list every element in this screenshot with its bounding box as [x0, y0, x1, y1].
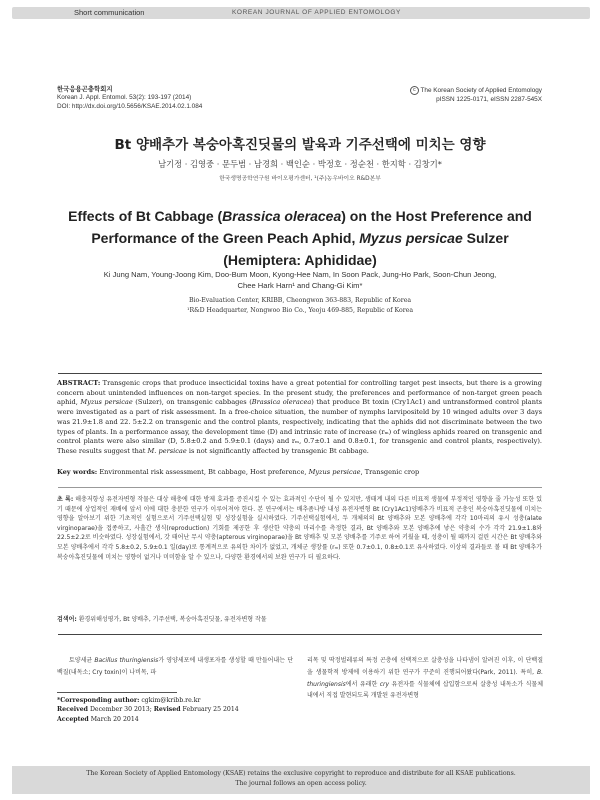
korean-keywords: [57, 615, 542, 624]
keywords: [57, 468, 542, 477]
species-name: Bacillus thuringiensis: [94, 657, 159, 664]
title-text: (Hemiptera: Aphididae): [223, 252, 377, 268]
copyright-icon: c: [410, 86, 419, 95]
corresponding-email[interactable]: cgkim@kribb.re.kr: [139, 697, 201, 704]
english-affiliation: [40, 296, 560, 316]
korean-abstract: [57, 495, 542, 562]
footer-line: The Korean Society of Applied Entomology (KSAE) retains the exclusive copyright to reproduce and distribute for all KSAE publications.: [86, 770, 516, 777]
copyright-block: [360, 86, 542, 104]
korean-authors: [40, 158, 560, 170]
section-label: Short communication: [74, 8, 145, 17]
korean-affiliation: 한국생명공학연구원 바이오평가센터, ¹(주)농우바이오 R&D본부: [219, 176, 381, 182]
issn: pISSN 1225-0171, eISSN 2287-545X: [436, 95, 542, 103]
korean-abstract-text: 해충저항성 유전자변형 작물은 대상 해충에 대한 방제 효과를 증진시킬 수 있는 효과적인 수단이 될 수 있지만, 생태계 내의 다른 비표적 생물에 부정적인 영향을 줄 가능성 또한 있기 때문에 상업적인 재배에 앞서 이에 대한 충분한 연구가 이루어져야 한다. 본 연구에서는 배추좀나방 내성 유전자변형 Bt (Cry1Ac1)양배추가 비표적 곤충인 복숭아혹진딧물에 미치는 영향을 알아보기 위한 기초적인 실험으로서 기주선택실험 및 성장실험을 실시하였다. 기주선택실험에서, 두 개체의의 Bt 양배추와 모본 양배추에 각각 10마리의 유시 성충(alate virginoparae)을 접종하고, 사흘간 생식(reproduction) 기회를 제공한 후 생산한 약충의 마리수를 측정한 결과, Bt 양배추와 모본 양배추에 낳은 약충의 수가 각각 21.9±1.8와 22.5±2.2로 비슷하였다. 성장실험에서, 갓 태어난 무시 약충(apterous virginoparae)을 Bt 양배추 및 모본 양배추를 기주로 하여 키웠을 때, 성충이 될 때까지 걸린 시간은 Bt 양배추와 모본 양배추에서 각각 5.8±0.2, 5.9±0.1 일(day)로 통계적으로 유의한 차이가 없었고, 개체군 생장률 (rₘ) 또한 0.7±0.1, 0.8±0.1로 유사하였다. 이상의 결과들로 볼 때 Bt 양배추가 복숭아혹진딧물에 미치는 영향이 없거나 미미함을 알 수 있으나, 다양한 환경에서의 보완 연구가 더 필요하다.: [57, 496, 542, 561]
korean-keywords-label: 검색어:: [57, 616, 77, 623]
body-text: 리목 및 딱정벌레류의 특정 곤충에 선택적으로 살충성을 나타냄이 알려진 이후, 이 단백질을 생물학적 방제에 이용하기 위한 연구가 꾸준히 진행되어왔다(Park, 2011). 특히,: [307, 657, 543, 676]
footer-text: [12, 769, 590, 789]
species-name: M. persicae: [147, 446, 187, 455]
korean-keywords-text: 환경위해성평가, Bt 양배추, 기주선택, 복숭아혹진딧물, 유전자변형 작물: [76, 616, 267, 623]
title-text: Sulzer: [462, 230, 509, 246]
divider: [58, 487, 542, 488]
korean-author-list: 남기정 · 김영중 · 문두범 · 남경희 · 백인순 · 박정호 · 정순천 · 한지학: [158, 159, 406, 169]
accepted-date: March 20 2014: [88, 715, 139, 723]
title-text: Effects of Bt Cabbage (: [68, 208, 223, 224]
body-text: 토양세균: [69, 657, 95, 664]
citation: Korean J. Appl. Entomol. 53(2): 193-197 (2014): [57, 94, 192, 102]
received-date: December 30 2013;: [88, 706, 154, 714]
affiliation-line: Bio-Evaluation Center, KRIBB, Cheongwon 363-883, Republic of Korea: [188, 297, 412, 304]
accepted-label: Accepted: [57, 715, 89, 723]
copyright-text: The Korean Society of Applied Entomology: [420, 87, 542, 95]
affiliation-line: ¹R&D Headquarter, Nongwoo Bio Co., Yeoju 469-885, Republic of Korea: [186, 306, 414, 314]
keywords-text: Environmental risk assessment, Bt cabbage, Host preference,: [97, 468, 309, 476]
divider: [58, 373, 542, 374]
title-text: ) on the Host Preference and: [341, 208, 532, 224]
abstract-label: ABSTRACT:: [57, 379, 101, 387]
journal-kr: 한국응용곤충학회지: [57, 86, 113, 93]
citation-block: [57, 86, 337, 111]
footer-line: The journal follows an open access policy.: [235, 779, 367, 787]
revised-label: Revised: [153, 706, 181, 714]
author-line: Ki Jung Nam, Young-Joong Kim, Doo-Bum Moon, Kyong-Hee Nam, In Soon Pack, Jung-Ho Park, Soon-Chun Jeong,: [103, 270, 497, 279]
species-name: Myzus persicae: [80, 398, 133, 407]
gene-name: cry: [379, 680, 390, 688]
body-text: 에서 유래한: [345, 680, 380, 688]
english-title: [40, 205, 560, 271]
journal-name: KOREAN JOURNAL OF APPLIED ENTOMOLOGY: [232, 9, 401, 16]
abstract-text: Transgenic crops that produce insecticidal toxins have a great potential for controlling target pest insects, but there is a growing concern about unintended influences on non-target species. In the present study, the preferences and performance of non-target green peach aphid,: [57, 379, 542, 407]
divider: [58, 634, 542, 635]
title-species: Brassica oleracea: [222, 208, 342, 224]
abstract: [57, 379, 542, 457]
abstract-text: (Sulzer), on transgenic cabbages (: [132, 398, 252, 407]
revised-date: February 25 2014: [180, 706, 239, 714]
title-species: Myzus persicae: [359, 230, 463, 246]
body-text: 가 영양세포에 내생포자를 생성할 때 만들어내는 단백질(내독소; Cry toxin)이 나비목, 파: [57, 657, 293, 676]
author-line: Chee Hark Harn¹ and Chang-Gi Kim*: [237, 280, 363, 290]
body-column-right: [307, 655, 543, 702]
footnote: [57, 696, 297, 724]
korean-corresponding-author: · 김창기*: [405, 159, 442, 169]
keywords-label: Key words:: [57, 468, 98, 476]
footnote-rule: [57, 692, 177, 693]
corresponding-label: *Corresponding author:: [57, 697, 140, 704]
species-name: Brassica oleracea: [251, 398, 312, 407]
english-authors: [40, 270, 560, 291]
korean-abstract-label: 초 록:: [57, 496, 74, 503]
species-name: Myzus persicae: [308, 468, 361, 476]
korean-title: Bt 양배추가 복숭아혹진딧물의 발육과 기주선택에 미치는 영향: [114, 137, 486, 153]
received-label: Received: [57, 706, 88, 714]
species-name: B. thuringiensis: [307, 668, 543, 688]
abstract-text: is not significantly affected by transgenic Bt cabbage.: [186, 446, 369, 455]
keywords-text: , Transgenic crop: [360, 468, 420, 476]
doi-link[interactable]: DOI: http://dx.doi.org/10.5656/KSAE.2014.02.1.084: [57, 102, 203, 110]
title-text: Performance of the Green Peach Aphid,: [91, 230, 360, 246]
abstract-text: ) that produce Bt toxin (Cry1Ac1) and untransformed control plants were investigated as a part of risk assessment. In a free-choice situation, the number of nymphs larvipositeld by 10 winged adults over 3 days was 21.9±1.8 and 22. 5±2.2 on transgenic and the control plants, respectively, indicating that the aphids did not discriminate between the two types of plants. In a performance assay, the development time (D) and intrinsic rate of increase (rₘ) of wingless aphids reared on transgenic and control plants were also similar (D, 5.8±0.2 and 5.9±0.1 (days) and rₘ, 0.7±0.1 and 0.8±0.1, for transgenic and control plants, respectively). These results suggest that: [57, 398, 542, 455]
body-column-left: [57, 655, 293, 678]
body-text: 유전자를 식물체에 삽입함으로써 살충성 내독소가 식물체 내에서 직접 발현되도록 개발된 유전자변형: [307, 680, 543, 700]
